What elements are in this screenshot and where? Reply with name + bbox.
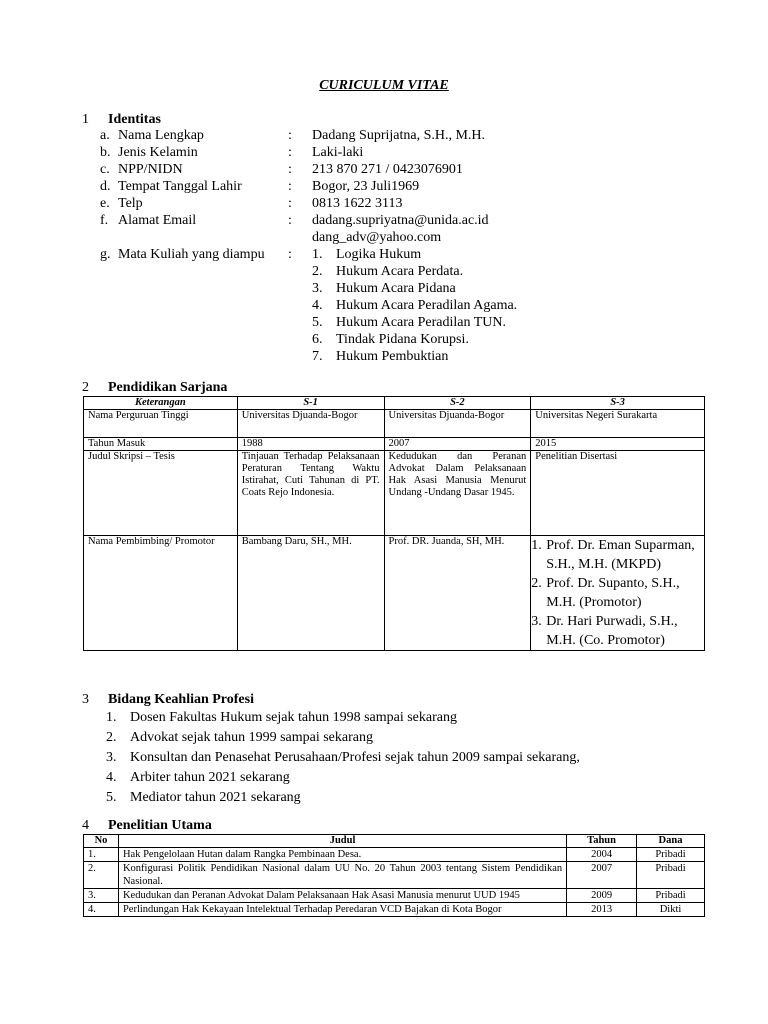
- course-item: [312, 281, 456, 297]
- item-label: Jenis Kelamin: [118, 145, 198, 160]
- section-penelitian-heading: [82, 818, 212, 834]
- identity-row-gender: [100, 145, 660, 162]
- list-text: Advokat sejak tahun 1999 sampai sekarang: [130, 730, 373, 745]
- course-item: [312, 298, 517, 314]
- row-number: 4.: [84, 903, 119, 917]
- table-row: [84, 410, 705, 438]
- table-row: [84, 903, 705, 917]
- section-pendidikan-heading: [82, 380, 227, 396]
- section-number: 1: [82, 112, 89, 127]
- row-number: 1.: [84, 848, 119, 862]
- section-number: 4: [82, 818, 89, 833]
- table-cell: Bambang Daru, SH., MH.: [237, 536, 384, 651]
- item-value: 213 870 271 / 0423076901: [312, 162, 463, 177]
- row-label: Judul Skripsi – Tesis: [84, 451, 238, 536]
- item-value: Bogor, 23 Juli1969: [312, 179, 420, 194]
- list-item: [531, 536, 704, 574]
- research-year: 2007: [567, 862, 637, 889]
- section-title: Identitas: [108, 112, 161, 127]
- course-item: [312, 315, 506, 331]
- item-key: f.: [100, 213, 109, 228]
- course-text: Logika Hukum: [336, 247, 422, 262]
- table-cell: Universitas Djuanda-Bogor: [384, 410, 531, 438]
- column-header: S-3: [531, 397, 705, 410]
- list-number: 1.: [106, 710, 117, 725]
- list-item: [106, 710, 580, 730]
- table-row: [84, 451, 705, 536]
- table-header-row: [84, 397, 705, 410]
- table-row: [84, 848, 705, 862]
- column-header: S-2: [384, 397, 531, 410]
- list-item: [106, 770, 580, 790]
- column-header: S-1: [237, 397, 384, 410]
- section-title: Penelitian Utama: [108, 818, 212, 833]
- row-label: Tahun Masuk: [84, 438, 238, 451]
- list-number: 5.: [106, 790, 117, 805]
- column-header: No: [84, 835, 119, 848]
- research-year: 2004: [567, 848, 637, 862]
- list-text: Mediator tahun 2021 sekarang: [130, 790, 301, 805]
- section-keahlian-heading: [82, 692, 254, 708]
- table-row: [84, 438, 705, 451]
- course-text: Hukum Acara Peradilan TUN.: [336, 315, 507, 330]
- list-number: 3.: [531, 614, 542, 629]
- identity-row-npp: [100, 162, 660, 179]
- research-year: 2009: [567, 889, 637, 903]
- identity-row-name: [100, 128, 660, 145]
- list-text: Prof. Dr. Eman Suparman, S.H., M.H. (MKPD): [546, 538, 695, 572]
- research-year: 2013: [567, 903, 637, 917]
- table-row: [84, 862, 705, 889]
- course-item: [312, 349, 448, 365]
- column-header: Tahun: [567, 835, 637, 848]
- list-text: Dr. Hari Purwadi, S.H., M.H. (Co. Promotor): [546, 614, 678, 648]
- research-table: [83, 834, 705, 917]
- table-cell: Prof. DR. Juanda, SH, MH.: [384, 536, 531, 651]
- promotor-list: [531, 536, 705, 651]
- course-item: [312, 332, 469, 348]
- column-header: Judul: [118, 835, 566, 848]
- section-title: Pendidikan Sarjana: [108, 380, 228, 395]
- course-item: [312, 264, 463, 280]
- table-cell: Penelitian Disertasi: [531, 451, 705, 536]
- row-number: 2.: [84, 862, 119, 889]
- research-fund: Pribadi: [637, 862, 705, 889]
- course-item: [312, 247, 421, 263]
- list-text: Prof. Dr. Supanto, S.H., M.H. (Promotor): [546, 576, 680, 610]
- colon: :: [288, 179, 292, 194]
- list-number: 2.: [106, 730, 117, 745]
- item-key: e.: [100, 196, 110, 211]
- course-text: Hukum Pembuktian: [336, 349, 449, 364]
- table-row: [84, 889, 705, 903]
- item-key: d.: [100, 179, 111, 194]
- course-text: Hukum Acara Peradilan Agama.: [336, 298, 518, 313]
- colon: :: [288, 128, 292, 143]
- list-number: 4.: [106, 770, 117, 785]
- research-fund: Pribadi: [637, 889, 705, 903]
- table-cell: 2015: [531, 438, 705, 451]
- colon: :: [288, 213, 292, 228]
- course-text: Hukum Acara Pidana: [336, 281, 456, 296]
- keahlian-list: [106, 710, 580, 810]
- item-label: Nama Lengkap: [118, 128, 204, 143]
- column-header: Keterangan: [84, 397, 238, 410]
- research-title: Kedudukan dan Peranan Advokat Dalam Pelaksanaan Hak Asasi Manusia menurut UUD 1945: [118, 889, 566, 903]
- colon: :: [288, 162, 292, 177]
- list-number: 1.: [531, 538, 542, 553]
- colon: :: [288, 247, 292, 262]
- item-value: 0813 1622 3113: [312, 196, 403, 211]
- list-number: 3.: [106, 750, 117, 765]
- research-title: Konfigurasi Politik Pendidikan Nasional dalam UU No. 20 Tahun 2003 tentang Sistem Pendidikan Nasional.: [118, 862, 566, 889]
- course-number: 5.: [312, 315, 323, 330]
- course-number: 1.: [312, 247, 323, 262]
- item-key: c.: [100, 162, 110, 177]
- identity-row-email-2: [100, 230, 660, 247]
- item-label: Alamat Email: [118, 213, 197, 228]
- identity-row-phone: [100, 196, 660, 213]
- item-key: b.: [100, 145, 111, 160]
- column-header: Dana: [637, 835, 705, 848]
- item-value: Laki-laki: [312, 145, 364, 160]
- row-label: Nama Pembimbing/ Promotor: [84, 536, 238, 651]
- item-value: Dadang Suprijatna, S.H., M.H.: [312, 128, 486, 143]
- section-number: 2: [82, 380, 89, 395]
- item-label: Tempat Tanggal Lahir: [118, 179, 242, 194]
- section-title: Bidang Keahlian Profesi: [108, 692, 254, 707]
- course-number: 3.: [312, 281, 323, 296]
- research-title: Hak Pengelolaan Hutan dalam Rangka Pembinaan Desa.: [118, 848, 566, 862]
- research-title: Perlindungan Hak Kekayaan Intelektual Terhadap Peredaran VCD Bajakan di Kota Bogor: [118, 903, 566, 917]
- row-number: 3.: [84, 889, 119, 903]
- item-label: NPP/NIDN: [118, 162, 183, 177]
- section-identitas-heading: [82, 112, 161, 128]
- course-number: 6.: [312, 332, 323, 347]
- course-number: 2.: [312, 264, 323, 279]
- table-cell: 1988: [237, 438, 384, 451]
- colon: :: [288, 145, 292, 160]
- list-item: [106, 730, 580, 750]
- table-row: [84, 536, 705, 651]
- item-label: Telp: [118, 196, 143, 211]
- list-item: [531, 574, 704, 612]
- education-table: [83, 396, 705, 651]
- list-text: Arbiter tahun 2021 sekarang: [130, 770, 290, 785]
- research-fund: Dikti: [637, 903, 705, 917]
- list-text: Dosen Fakultas Hukum sejak tahun 1998 sampai sekarang: [130, 710, 457, 725]
- item-key: g.: [100, 247, 111, 262]
- section-number: 3: [82, 692, 89, 707]
- item-label: Mata Kuliah yang diampu: [118, 247, 265, 262]
- colon: :: [288, 196, 292, 211]
- list-item: [106, 790, 580, 810]
- table-cell: 2007: [384, 438, 531, 451]
- course-text: Hukum Acara Perdata.: [336, 264, 464, 279]
- table-cell: Universitas Negeri Surakarta: [531, 410, 705, 438]
- identity-row-email: [100, 213, 660, 230]
- table-cell: Kedudukan dan Peranan Advokat Dalam Pelaksanaan Hak Asasi Manusia Menurut Undang -Undang Dasar 1945.: [384, 451, 531, 536]
- research-fund: Pribadi: [637, 848, 705, 862]
- list-text: Konsultan dan Penasehat Perusahaan/Profesi sejak tahun 2009 sampai sekarang,: [130, 750, 580, 765]
- course-number: 7.: [312, 349, 323, 364]
- row-label: Nama Perguruan Tinggi: [84, 410, 238, 438]
- identity-row-birth: [100, 179, 660, 196]
- list-item: [531, 612, 704, 650]
- email-value-2: dang_adv@yahoo.com: [312, 230, 442, 245]
- course-number: 4.: [312, 298, 323, 313]
- item-key: a.: [100, 128, 110, 143]
- list-number: 2.: [531, 576, 542, 591]
- email-value-1: dadang.supriyatna@unida.ac.id: [312, 213, 489, 228]
- table-cell: Tinjauan Terhadap Pelaksanaan Peraturan Tentang Waktu Istirahat, Cuti Tahunan di PT. Coats Rejo Indonesia.: [237, 451, 384, 536]
- document-title: CURICULUM VITAE: [319, 78, 449, 93]
- list-item: [106, 750, 580, 770]
- course-text: Tindak Pidana Korupsi.: [336, 332, 469, 347]
- table-cell: Universitas Djuanda-Bogor: [237, 410, 384, 438]
- table-header-row: [84, 835, 705, 848]
